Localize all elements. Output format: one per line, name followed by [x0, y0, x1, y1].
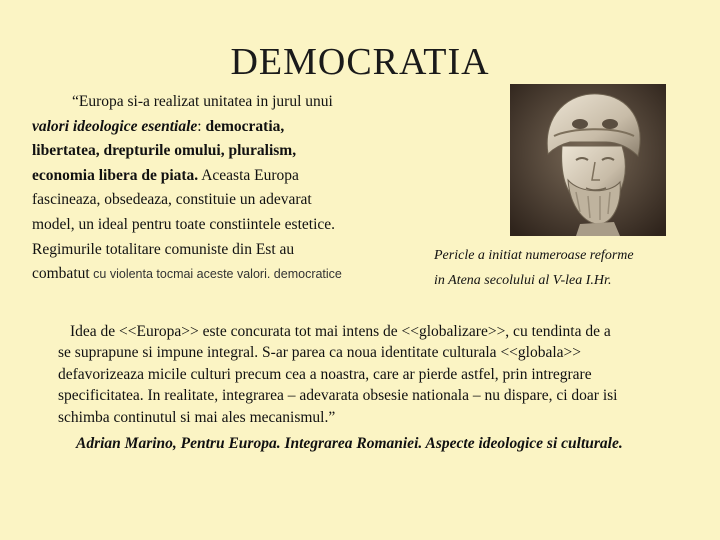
quote-line: economia libera de piata. Aceasta Europa [32, 166, 299, 184]
pericles-bust-image [510, 84, 666, 236]
quote-line: combatut cu violenta tocmai aceste valori. democratice [32, 265, 342, 283]
paragraph-line: defavorizeaza micile culturi precum cea a noastra, care ar pierde astfel, prin intregrare [58, 365, 592, 383]
paragraph-line: Idea de <<Europa>> este concurata tot mai intens de <<globalizare>>, cu tendinta de a [70, 323, 611, 340]
quote-line: “Europa si-a realizat unitatea in jurul unui [72, 93, 333, 110]
image-caption-line-1: Pericle a initiat numeroase reforme [434, 248, 634, 263]
quote-line: Regimurile totalitare comuniste din Est au [32, 240, 295, 258]
quote-line: libertatea, drepturile omului, pluralism, [32, 142, 297, 160]
paragraph-line: se suprapune si impune integral. S-ar parea ca noua identitate culturala <<globala>> [58, 344, 582, 362]
quote-line: valori ideologice esentiale: democratia, [32, 117, 285, 135]
paragraph-line: schimba continutul si mai ales mecanismul.” [58, 408, 336, 426]
page-title: DEMOCRATIA [230, 41, 490, 83]
quote-line: fascineaza, obsedeaza, constituie un adevarat [32, 191, 312, 209]
bust-illustration [510, 84, 666, 236]
quote-block [32, 90, 412, 287]
attribution: Adrian Marino, Pentru Europa. Integrarea Romaniei. Aspecte ideologice si culturale. [76, 435, 623, 452]
body-paragraph [58, 321, 718, 428]
quote-line: model, un ideal pentru toate constiintele estetice. [32, 215, 336, 233]
paragraph-line: specificitatea. In realitate, integrarea – adevarata obsesie nationala – nu dispare, ci doar isi [58, 387, 618, 405]
image-caption-line-2: in Atena secolului al V-lea I.Hr. [434, 273, 612, 288]
